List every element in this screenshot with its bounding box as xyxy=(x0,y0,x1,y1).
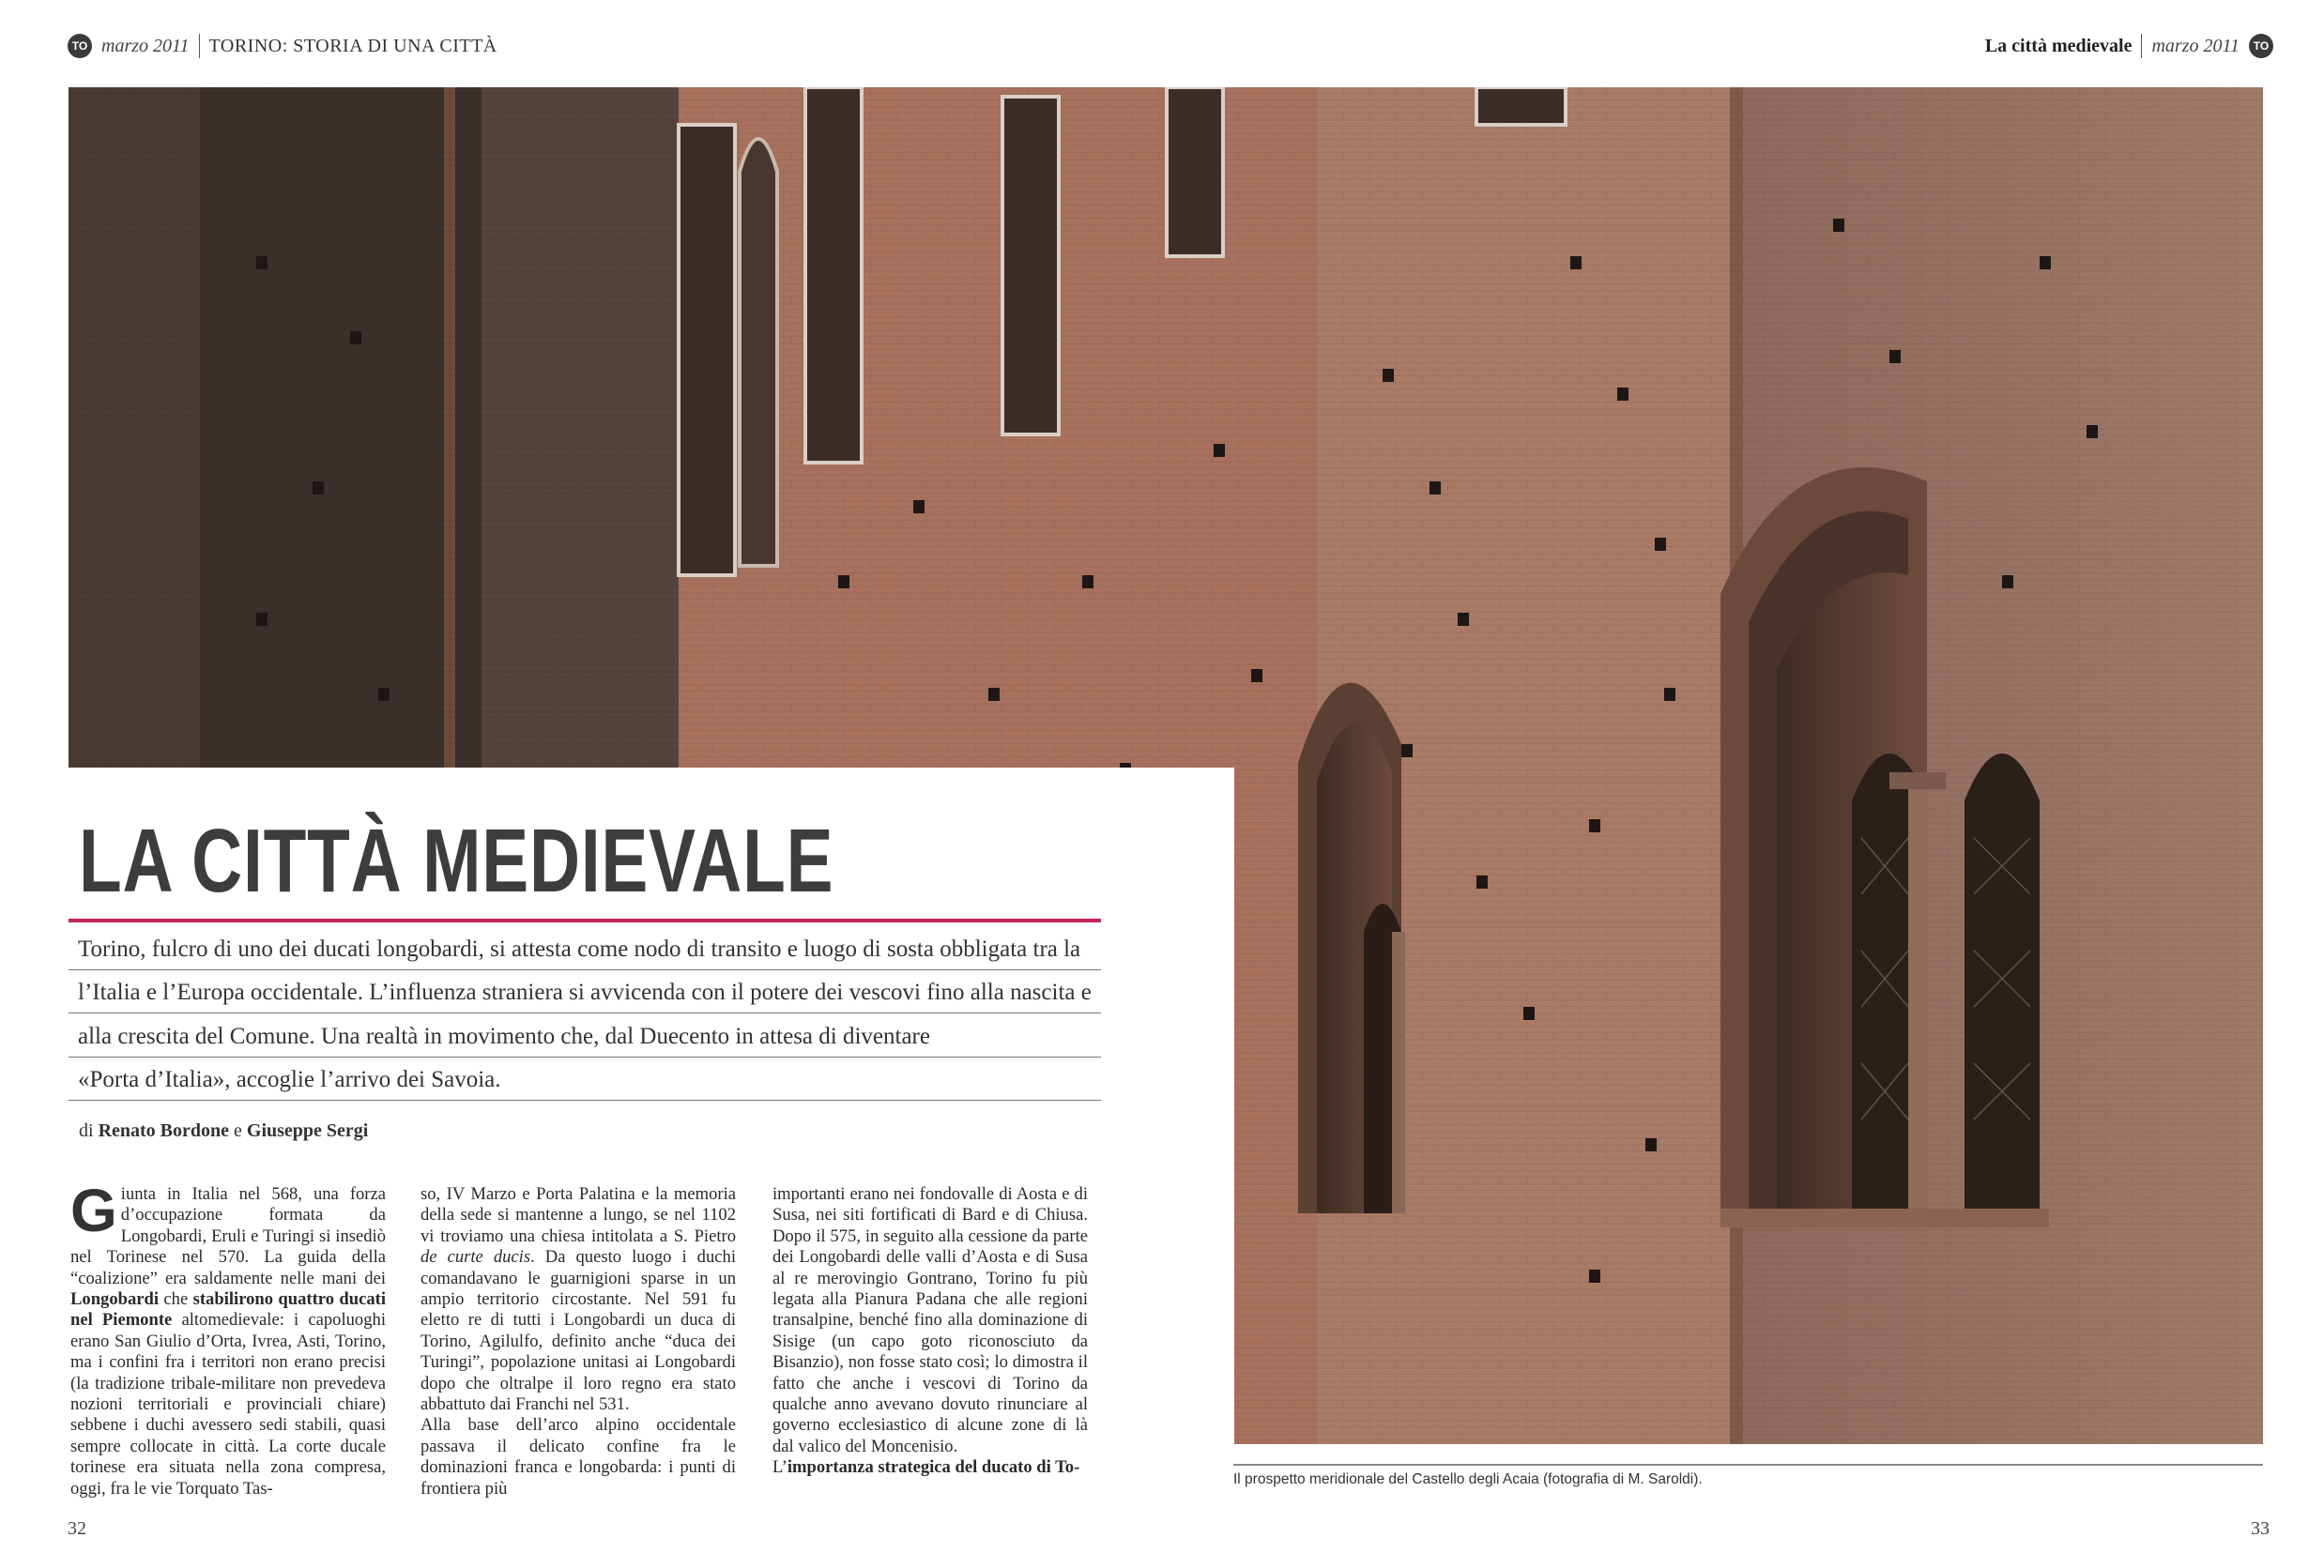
magazine-logo-icon: TO xyxy=(68,34,92,58)
emphasis-text: stabilirono quattro ducati nel Piemonte xyxy=(70,1289,386,1331)
caption-divider xyxy=(1233,1464,2263,1466)
author-name: Renato Bordone xyxy=(98,1120,230,1141)
magazine-logo-icon: TO xyxy=(2249,34,2273,58)
header-right xyxy=(1985,30,2273,62)
article-title: LA CITTÀ MEDIEVALE xyxy=(79,811,834,911)
page-number-left: 32 xyxy=(68,1518,86,1539)
header-divider xyxy=(2141,34,2142,58)
byline-conjunction: e xyxy=(234,1120,242,1141)
header-date: marzo 2011 xyxy=(2151,35,2240,56)
header-left xyxy=(68,30,497,62)
paragraph xyxy=(772,1457,1088,1478)
header-date: marzo 2011 xyxy=(101,35,190,56)
lead-line-2: l’Italia e l’Europa occidentale. L’influenza straniera si avvicenda con il potere dei vescovi fino alla nascita e xyxy=(69,979,1101,1013)
emphasis-text: Longobardi xyxy=(70,1289,160,1310)
paragraph-text: iunta in Italia nel 568, una forza d’occupazione formata da Longobardi, Eruli e Turingi si insediò nel Torinese nel 570. La guida della “coalizione” era saldamente nelle mani dei xyxy=(70,1184,386,1288)
paragraph-text: altomedievale: i capoluoghi erano San Giulio d’Orta, Ivrea, Asti, Torino, ma i confini fra i territori non erano precisi (la tradizione tribale-militare non prevedeva nozioni territoriali e provinciali chiare) sebbene i duchi avessero sedi stabili, quasi sempre collocate in città. La corte ducale torinese era situata nella zona compresa, oggi, fra le vie Torquato Tas- xyxy=(70,1310,386,1499)
paragraph-text: che xyxy=(159,1289,193,1310)
paragraph xyxy=(70,1177,386,1499)
paragraph xyxy=(420,1184,736,1415)
paragraph-text: so, IV Marzo e Porta Palatina e la memoria della sede si mantenne a lungo, se nel 1102 vi troviamo una chiesa intitolata a S. Pietro xyxy=(420,1184,736,1246)
header-section-title: TORINO: STORIA DI UNA CITTÀ xyxy=(208,35,497,56)
emphasis-text: importanza strategica del ducato di To- xyxy=(787,1457,1080,1478)
author-name: Giuseppe Sergi xyxy=(246,1120,369,1141)
italic-text: de curte ducis xyxy=(420,1247,531,1268)
paragraph-text: . Da questo luogo i duchi comandavano le guarnigioni sparse in un ampio territorio circostante. Nel 591 fu eletto re di tutti i Longobardi un duca di Torino, Agilulfo, definito anche “duca dei Turingi”, popolazione unitasi ai Longobardi dopo che oltralpe il loro regno era stato abbattuto dai Franchi nel 531. xyxy=(420,1247,736,1415)
page-number-right: 33 xyxy=(2251,1518,2270,1539)
lead-line-4: «Porta d’Italia», accoglie l’arrivo dei Savoia. xyxy=(69,1066,1101,1101)
photo-caption: Il prospetto meridionale del Castello degli Acaia (fotografia di M. Saroldi). xyxy=(1233,1471,1703,1487)
paragraph: Alla base dell’arco alpino occidentale passava il delicato confine fra le dominazioni franca e longobarda: i punti di frontiera più xyxy=(420,1415,736,1499)
drop-cap: G xyxy=(70,1177,117,1244)
title-underline xyxy=(69,919,1101,922)
header-section-title: La città medievale xyxy=(1984,35,2133,56)
article-column-2 xyxy=(420,1184,736,1499)
paragraph-text: L’ xyxy=(772,1457,787,1478)
article-column-3 xyxy=(772,1184,1088,1479)
lead-line-3: alla crescita del Comune. Una realtà in movimento che, dal Duecento in attesa di diventare xyxy=(69,1023,1101,1058)
lead-line-1: Torino, fulcro di uno dei ducati longobardi, si attesta come nodo di transito e luogo di sosta obbligata tra la xyxy=(69,936,1101,970)
article-column-1 xyxy=(70,1177,386,1499)
byline xyxy=(79,1120,368,1142)
byline-prefix: di xyxy=(79,1120,94,1141)
paragraph: importanti erano nei fondovalle di Aosta e di Susa, nei siti fortificati di Bard e di Chiusa. Dopo il 575, in seguito alla cessione da parte dei Longobardi delle valli d’Aosta e di Susa al re merovingio Gontrano, Torino fu più legata alla Pianura Padana che alle regioni transalpine, benché fino alla dominazione di Sisige (un capo goto riconosciuto da Bisanzio), non fosse stato così; lo dimostra il fatto che anche i vescovi di Torino da qualche anno avevano dovuto rinunciare al governo ecclesiastico di alcune zone di là dal valico del Moncenisio. xyxy=(772,1184,1088,1456)
header-divider xyxy=(199,34,200,58)
